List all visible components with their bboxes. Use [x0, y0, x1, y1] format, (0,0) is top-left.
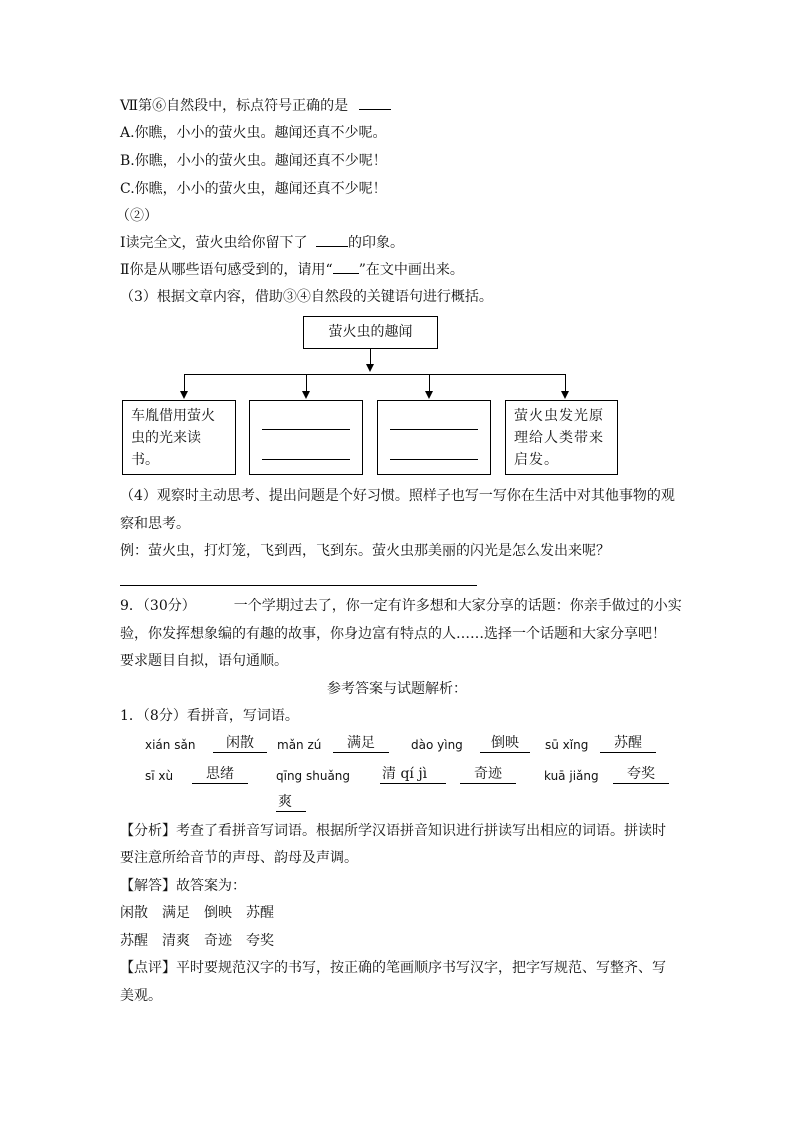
q9-line-1: 9．（30分） 一个学期过去了，你一定有许多想和大家分享的话题：你亲手做过的小实 [120, 598, 682, 614]
answer-word: 奇迹 [460, 765, 516, 784]
diagram-box-4 [505, 400, 618, 475]
fill-in-line [390, 429, 478, 430]
diagram-box-2 [249, 400, 363, 475]
answer-row-1: 闲散 满足 倒映 苏醒 [120, 905, 274, 921]
q3-text: （3）根据文章内容，借助③④自然段的关键语句进行概括。 [120, 289, 493, 305]
pinyin: sī xù [145, 769, 174, 783]
pinyin: sū xǐng [545, 738, 589, 752]
diagram-box-1-text: 车胤借用萤火虫的光来读书。 [131, 408, 215, 468]
underline-mark [333, 260, 359, 274]
q7-option-a: A.你瞧，小小的萤火虫。趣闻还真不少呢。 [120, 125, 387, 141]
answer-word: 闲散 [213, 734, 267, 753]
diagram-branch-line [184, 374, 566, 375]
q2-part-i: Ⅰ读完全文，萤火虫给你留下了 的印象。 [120, 235, 404, 251]
diagram-connector [184, 374, 185, 392]
comment-line-1: 【点评】平时要规范汉字的书写，按正确的笔画顺序书写汉字，把字写规范、写整齐、写 [120, 960, 666, 976]
q2-part-ii: Ⅱ你是从哪些语句感受到的，请用“ ”在文中画出来。 [120, 262, 464, 278]
q7-option-b: B.你瞧，小小的萤火虫。趣闻还真不少呢！ [120, 153, 387, 169]
pinyin: dào yìng [411, 738, 463, 752]
fill-in-line [262, 429, 350, 430]
answer-blank [359, 96, 391, 110]
comment-line-2: 美观。 [120, 988, 162, 1004]
answers-q1-title: 1．（8分）看拼音，写词语。 [120, 708, 299, 724]
diagram-connector [429, 374, 430, 392]
diagram-title: 萤火虫的趣闻 [328, 324, 413, 340]
q7-option-c: C.你瞧，小小的萤火虫，趣闻还真不少呢！ [120, 181, 387, 197]
diagram-box-1 [122, 400, 236, 475]
diagram-connector [370, 349, 371, 365]
pinyin: kuā jiǎng [544, 769, 599, 783]
answers-heading: 参考答案与试题解析： [327, 681, 467, 697]
diagram-arrow [561, 391, 569, 399]
answer-write-line [120, 585, 477, 586]
answer-row-2: 苏醒 清爽 奇迹 夸奖 [120, 933, 274, 949]
q4-example: 例：萤火虫，打灯笼，飞到西，飞到东。萤火虫那美丽的闪光是怎么发出来呢？ [120, 543, 610, 559]
diagram-title-box [303, 316, 438, 349]
answer-word: 爽 [276, 793, 306, 812]
answer-word: 倒映 [480, 734, 530, 753]
answer-word: 满足 [333, 734, 389, 753]
diagram-arrow [180, 391, 188, 399]
answer-word: 清 qí jì [380, 765, 446, 784]
pinyin: qīng shuǎng [276, 769, 351, 783]
q9-line-2: 验，你发挥想象编的有趣的故事，你身边富有特点的人……选择一个话题和大家分享吧！ [120, 626, 666, 642]
analysis-line-2: 要注意所给音节的声母、韵母及声调。 [120, 850, 358, 866]
q4-line-1: （4）观察时主动思考、提出问题是个好习惯。照样子也写一写你在生活中对其他事物的观 [120, 488, 675, 504]
fill-in-line [262, 459, 350, 460]
diagram-arrow [425, 391, 433, 399]
pinyin: xián sǎn [145, 738, 196, 752]
answer-line: 【解答】故答案为： [120, 878, 246, 894]
q7-prompt: Ⅶ第⑥自然段中，标点符号正确的是 [120, 96, 391, 115]
diagram-arrow [366, 364, 374, 372]
diagram-connector [565, 374, 566, 392]
fill-in-line [390, 459, 478, 460]
answer-blank [316, 233, 348, 247]
q2-label: （②） [116, 208, 158, 224]
answer-word: 思绪 [192, 765, 248, 784]
q9-line-3: 要求题目自拟，语句通顺。 [120, 653, 288, 669]
answer-word: 苏醒 [600, 734, 656, 753]
diagram-box-3 [377, 400, 491, 475]
diagram-arrow [302, 391, 310, 399]
pinyin: mǎn zú [277, 738, 322, 752]
q4-line-2: 察和思考。 [120, 516, 190, 532]
diagram-box-4-text: 萤火虫发光原理给人类带来启发。 [514, 408, 604, 468]
diagram-connector [306, 374, 307, 392]
answer-word: 夸奖 [613, 765, 669, 784]
analysis-line-1: 【分析】考查了看拼音写词语。根据所学汉语拼音知识进行拼读写出相应的词语。拼读时 [120, 823, 666, 839]
